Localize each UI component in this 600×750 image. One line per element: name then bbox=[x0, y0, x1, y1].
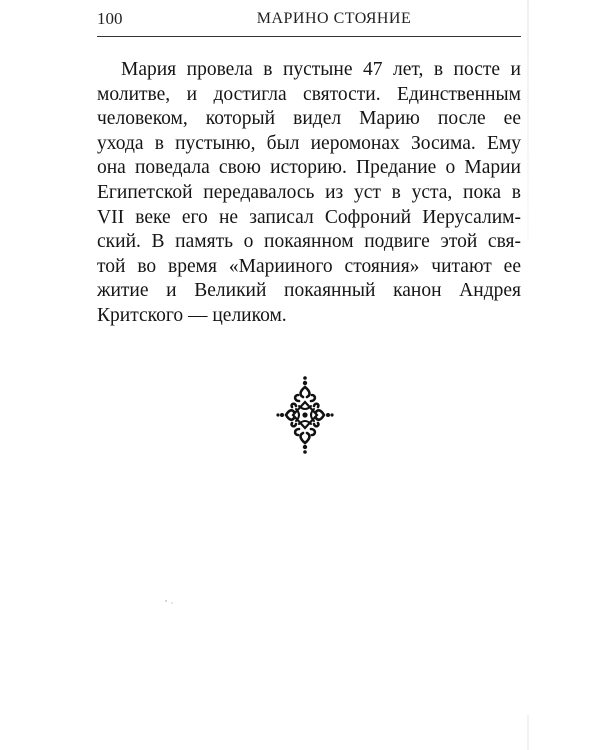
text-line: ухода в пустыню, был иеромонах Зосима. Ему bbox=[97, 132, 521, 154]
text-line: молитве, и достигла святости. Единственным bbox=[97, 83, 521, 105]
page-edge-shadow bbox=[527, 715, 529, 750]
text-line: Мария провела в пустыне 47 лет, в посте и bbox=[121, 59, 521, 80]
body-paragraph bbox=[97, 58, 521, 329]
floral-diamond-ornament-icon bbox=[276, 375, 334, 455]
text-line: житие и Великий покаянный канон Андрея bbox=[97, 280, 521, 302]
running-title: МАРИНО СТОЯНИЕ bbox=[256, 10, 412, 27]
text-line: Египетской передавалось из уст в уста, пока в bbox=[97, 181, 521, 203]
text-line: ский. В память о покаянном подвиге этой свя- bbox=[97, 231, 521, 253]
text-line: VII веке его не записал Софроний Иерусалим- bbox=[97, 206, 521, 228]
text-line: она поведала свою историю. Предание о Марии bbox=[97, 157, 521, 179]
text-line: человеком, который видел Марию после ее bbox=[97, 108, 521, 130]
print-specks bbox=[160, 593, 180, 601]
text-line: той во время «Марииного стояния» читают ее bbox=[97, 255, 521, 277]
page-edge-shadow bbox=[527, 0, 529, 240]
text-line: Критского — целиком. bbox=[97, 304, 287, 326]
paragraph bbox=[97, 58, 521, 329]
page-number: 100 bbox=[97, 9, 123, 28]
running-head bbox=[97, 8, 521, 30]
header-rule-divider bbox=[97, 36, 521, 37]
